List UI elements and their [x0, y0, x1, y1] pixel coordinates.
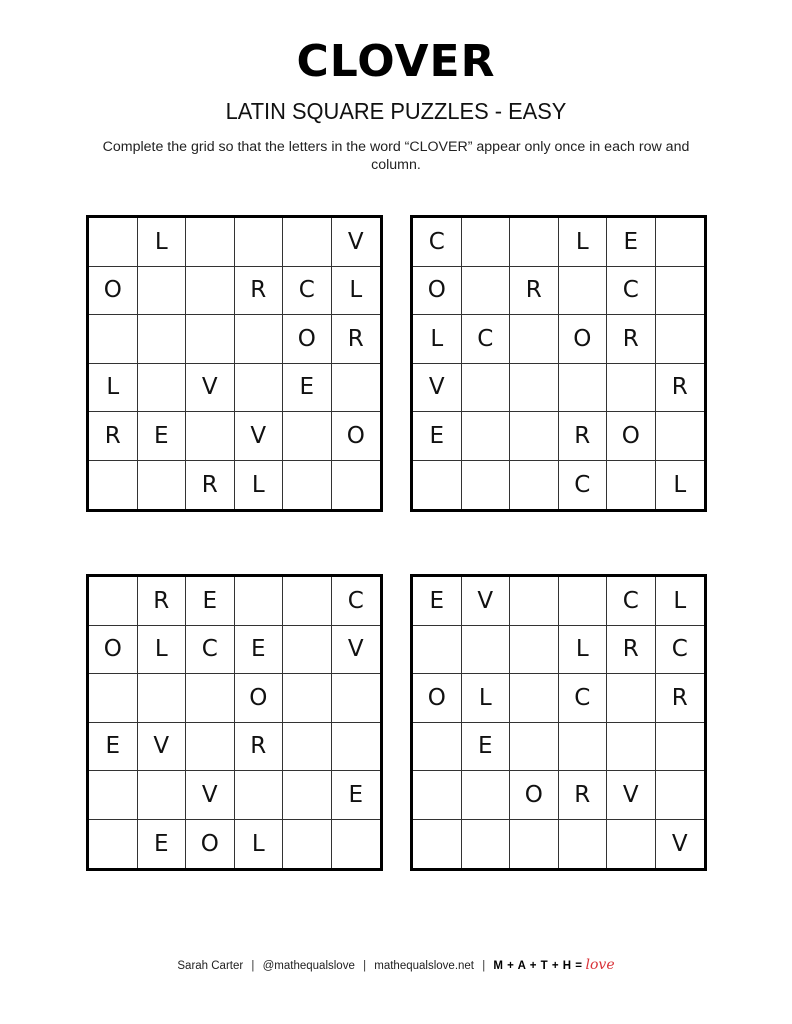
grid-cell[interactable]: L — [673, 471, 687, 498]
grid-cell[interactable] — [413, 820, 462, 869]
grid-cell[interactable] — [89, 674, 138, 723]
grid-cell[interactable] — [89, 771, 138, 820]
grid-cell[interactable]: R — [235, 267, 284, 316]
grid-cell[interactable] — [138, 267, 187, 316]
grid-cell[interactable] — [656, 771, 705, 820]
grid-cell[interactable]: C — [413, 218, 462, 267]
grid-cell[interactable]: O — [89, 626, 138, 675]
grid-cell[interactable] — [89, 315, 138, 364]
footer-handle: @mathequalslove — [262, 960, 355, 972]
grid-cell[interactable] — [510, 315, 559, 364]
grid-cell[interactable]: C — [559, 674, 608, 723]
footer-brand-logo: M + A + T + H = — [493, 960, 583, 972]
grid-cell[interactable] — [283, 771, 332, 820]
grid-cell[interactable] — [186, 315, 235, 364]
grid-cell[interactable]: L — [138, 626, 187, 675]
grid-cell[interactable]: O — [186, 820, 235, 869]
grid-cell[interactable]: E — [413, 577, 462, 626]
grid-cell[interactable]: R — [332, 315, 381, 364]
grid-cell[interactable]: R — [89, 412, 138, 461]
grid-cell[interactable] — [607, 820, 656, 869]
grid-cell[interactable]: E — [89, 723, 138, 772]
grid-cell[interactable]: C — [283, 267, 332, 316]
grid-cell[interactable]: O — [332, 412, 381, 461]
grid-cell[interactable]: R — [235, 723, 284, 772]
grid-cell[interactable] — [235, 315, 284, 364]
grid-cell[interactable] — [462, 820, 511, 869]
grid-cell[interactable] — [607, 674, 656, 723]
grid-cell[interactable] — [138, 674, 187, 723]
page-subtitle: LATIN SQUARE PUZZLES - EASY — [225, 98, 567, 124]
grid-cell[interactable] — [559, 267, 608, 316]
grid-cell[interactable] — [656, 412, 705, 461]
grid-cell[interactable]: E — [462, 723, 511, 772]
grid-cell[interactable] — [559, 723, 608, 772]
grid-cell[interactable] — [413, 771, 462, 820]
grid-cell[interactable]: V — [138, 723, 187, 772]
grid-cell[interactable]: V — [235, 412, 284, 461]
latin-square-puzzle-4 — [410, 574, 707, 871]
grid-cell[interactable] — [283, 218, 332, 267]
grid-cell[interactable] — [235, 218, 284, 267]
latin-square-puzzle-2 — [410, 215, 707, 512]
grid-cell[interactable]: L — [656, 577, 705, 626]
grid-cell[interactable] — [510, 364, 559, 413]
grid-cell[interactable] — [283, 461, 332, 510]
grid-cell[interactable] — [656, 315, 705, 364]
grid-cell[interactable]: O — [559, 315, 608, 364]
grid-cell[interactable] — [138, 315, 187, 364]
grid-cell[interactable]: V — [413, 364, 462, 413]
grid-cell[interactable] — [607, 364, 656, 413]
grid-cell[interactable] — [332, 723, 381, 772]
grid-cell[interactable] — [462, 218, 511, 267]
grid-cell[interactable]: C — [462, 315, 511, 364]
grid-cell[interactable] — [332, 461, 381, 510]
grid-cell[interactable]: L — [89, 364, 138, 413]
latin-square-puzzle-1 — [86, 215, 383, 512]
grid-cell[interactable] — [186, 674, 235, 723]
grid-cell[interactable] — [235, 771, 284, 820]
grid-cell[interactable] — [283, 820, 332, 869]
grid-cell[interactable] — [413, 461, 462, 510]
grid-cell[interactable] — [462, 626, 511, 675]
grid-cell[interactable]: O — [510, 771, 559, 820]
grid-cell[interactable] — [283, 723, 332, 772]
footer-separator: | — [482, 960, 486, 972]
grid-cell[interactable] — [510, 626, 559, 675]
grid-cell[interactable]: O — [283, 315, 332, 364]
grid-cell[interactable]: O — [89, 267, 138, 316]
footer-website: mathequalslove.net — [374, 960, 474, 972]
grid-cell[interactable]: C — [332, 577, 381, 626]
grid-cell[interactable]: E — [138, 820, 187, 869]
grid-cell[interactable] — [510, 461, 559, 510]
grid-cell[interactable] — [413, 626, 462, 675]
grid-cell[interactable]: E — [283, 364, 332, 413]
grid-cell[interactable] — [332, 364, 381, 413]
grid-cell[interactable] — [186, 267, 235, 316]
grid-cell[interactable] — [462, 771, 511, 820]
grid-cell[interactable] — [89, 218, 138, 267]
grid-cell[interactable] — [89, 820, 138, 869]
grid-cell[interactable] — [607, 723, 656, 772]
grid-cell[interactable]: L — [462, 674, 511, 723]
grid-cell[interactable]: V — [186, 771, 235, 820]
grid-cell[interactable] — [186, 412, 235, 461]
grid-cell[interactable]: V — [671, 830, 688, 857]
page-title: CLOVER — [296, 36, 496, 87]
grid-cell[interactable] — [462, 364, 511, 413]
grid-cell[interactable]: L — [138, 218, 187, 267]
grid-cell[interactable]: V — [332, 626, 381, 675]
grid-cell[interactable]: E — [332, 771, 381, 820]
grid-cell[interactable] — [283, 412, 332, 461]
grid-cell[interactable]: O — [413, 674, 462, 723]
grid-cell[interactable] — [510, 723, 559, 772]
grid-cell[interactable] — [89, 577, 138, 626]
grid-cell[interactable] — [559, 364, 608, 413]
grid-cell[interactable] — [656, 218, 705, 267]
grid-cell[interactable]: E — [413, 412, 462, 461]
grid-cell[interactable]: R — [510, 267, 559, 316]
grid-cell[interactable]: E — [235, 626, 284, 675]
grid-cell[interactable]: O — [413, 267, 462, 316]
grid-cell[interactable] — [559, 820, 608, 869]
grid-cell[interactable]: R — [559, 412, 608, 461]
grid-cell[interactable]: R — [656, 674, 705, 723]
grid-cell[interactable]: R — [607, 626, 656, 675]
grid-cell[interactable]: R — [186, 461, 235, 510]
grid-cell[interactable] — [186, 218, 235, 267]
grid-cell[interactable]: E — [138, 412, 187, 461]
footer-separator: | — [363, 960, 367, 972]
grid-cell[interactable]: C — [559, 461, 608, 510]
grid-cell[interactable] — [283, 626, 332, 675]
grid-cell[interactable] — [89, 461, 138, 510]
grid-cell[interactable]: E — [607, 218, 656, 267]
grid-cell[interactable] — [510, 412, 559, 461]
grid-cell[interactable] — [332, 674, 381, 723]
footer-separator: | — [251, 960, 255, 972]
footer-author: Sarah Carter — [177, 960, 244, 972]
grid-cell[interactable] — [332, 820, 381, 869]
footer-love-script: love — [585, 957, 615, 973]
grid-cell[interactable] — [462, 461, 511, 510]
grid-cell[interactable] — [283, 674, 332, 723]
grid-cell[interactable]: V — [462, 577, 511, 626]
grid-cell[interactable]: V — [186, 364, 235, 413]
grid-cell[interactable]: L — [332, 267, 381, 316]
grid-cell[interactable] — [138, 771, 187, 820]
grid-cell[interactable]: O — [607, 412, 656, 461]
grid-cell[interactable]: R — [656, 364, 705, 413]
grid-cell[interactable]: E — [186, 577, 235, 626]
grid-cell[interactable] — [462, 267, 511, 316]
grid-cell[interactable] — [235, 577, 284, 626]
grid-cell[interactable]: C — [607, 577, 656, 626]
grid-cell[interactable]: L — [235, 461, 284, 510]
grid-cell[interactable] — [559, 577, 608, 626]
grid-cell[interactable]: L — [559, 218, 608, 267]
grid-cell[interactable] — [138, 461, 187, 510]
grid-cell[interactable] — [656, 723, 705, 772]
grid-cell[interactable] — [462, 412, 511, 461]
grid-cell[interactable] — [607, 461, 656, 510]
grid-cell[interactable] — [510, 820, 559, 869]
grid-cell[interactable] — [235, 364, 284, 413]
latin-square-puzzle-3 — [86, 574, 383, 871]
grid-cell[interactable]: L — [413, 315, 462, 364]
grid-cell[interactable]: V — [332, 218, 381, 267]
grid-cell[interactable] — [413, 723, 462, 772]
footer — [0, 957, 792, 974]
grid-cell[interactable] — [186, 723, 235, 772]
grid-cell[interactable]: C — [656, 626, 705, 675]
grid-cell[interactable] — [656, 267, 705, 316]
grid-cell[interactable]: R — [559, 771, 608, 820]
grid-cell[interactable]: C — [186, 626, 235, 675]
grid-cell[interactable] — [510, 218, 559, 267]
grid-cell[interactable]: V — [607, 771, 656, 820]
grid-cell[interactable]: O — [235, 674, 284, 723]
instructions-text: Complete the grid so that the letters in the word “CLOVER” appear only once in each row and column. — [102, 139, 690, 173]
grid-cell[interactable] — [510, 577, 559, 626]
grid-cell[interactable] — [138, 364, 187, 413]
grid-cell[interactable]: R — [138, 577, 187, 626]
grid-cell[interactable] — [510, 674, 559, 723]
grid-cell[interactable]: L — [559, 626, 608, 675]
grid-cell[interactable]: C — [607, 267, 656, 316]
grid-cell[interactable] — [283, 577, 332, 626]
grid-cell[interactable]: L — [235, 820, 284, 869]
grid-cell[interactable]: R — [607, 315, 656, 364]
